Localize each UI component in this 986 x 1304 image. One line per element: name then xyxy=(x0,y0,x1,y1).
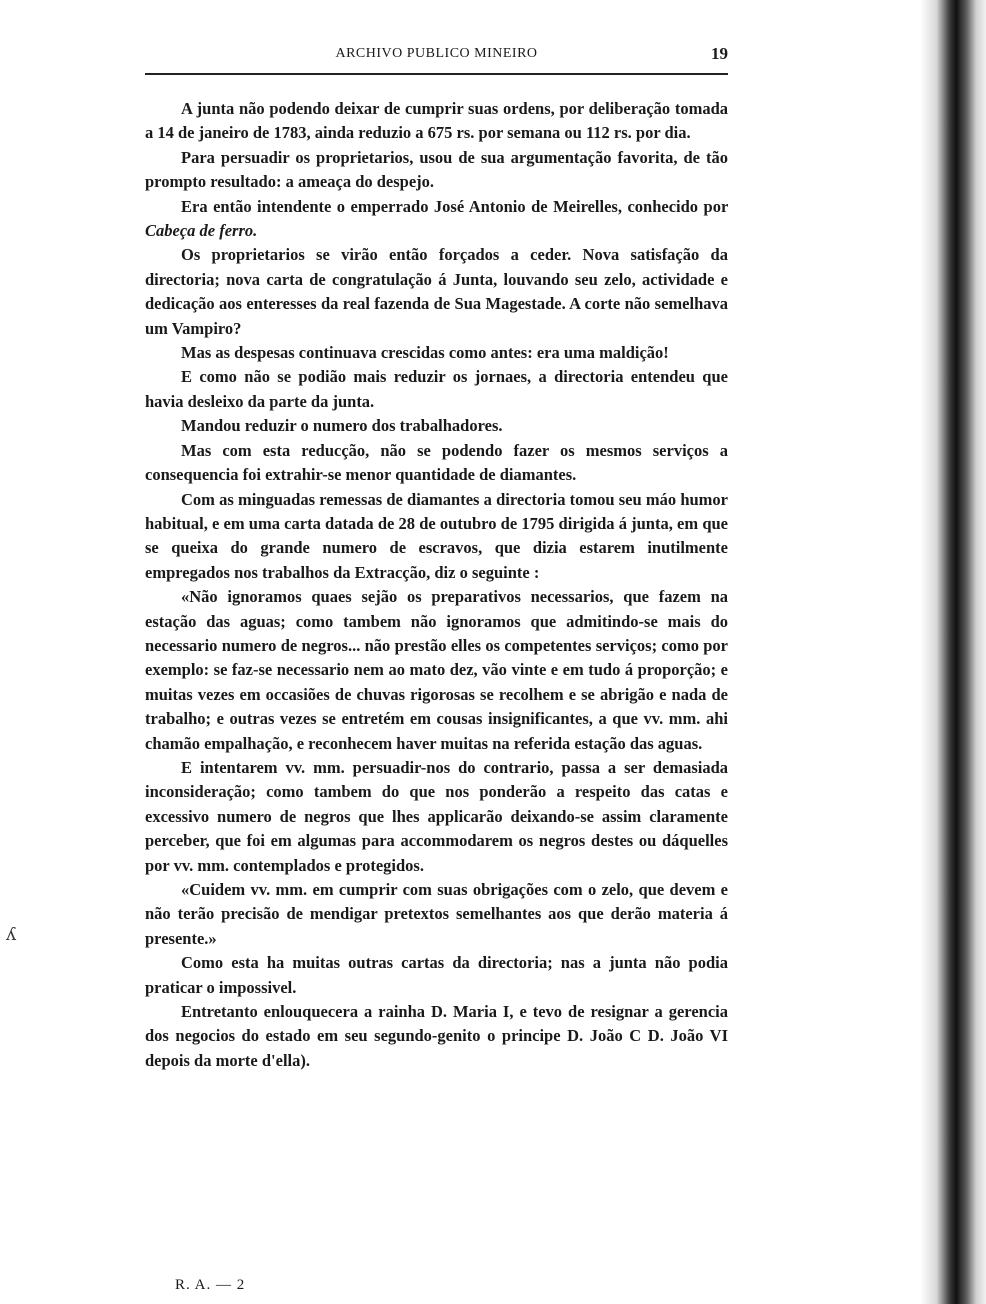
paragraph-8: Mas com esta reducção, não se podendo fazer os mesmos serviços a consequencia foi extrahir-se menor quantidade de diamantes. xyxy=(145,440,728,485)
page-number: 19 xyxy=(711,44,728,63)
paragraph-14: Entretanto enlouquecera a rainha D. Maria I, e tevo de resignar a gerencia dos negocios do estado em seu segundo-genito o principe D. João C D. João VI depois da morte d'ella). xyxy=(145,1002,728,1070)
paragraph-5: Mas as despesas continuava crescidas como antes: era uma maldição! xyxy=(181,343,669,363)
quote-paragraph-1: «Não ignoramos quaes sejão os preparativos necessarios, que fazem na estação das aguas; como tambem não ignoramos que admitindo-se mais do necessario numero de negros... não prestão elles os competentes serviços; como por exemplo: se faz-se necessario nem ao mato dez, vão vinte e em tudo á proporção; e muitas vezes em occasiões de chuvas rigorosas se recolhem e se abrigão e nada de trabalho; e outras vezes se entretém em cousas insignificantes, a que vv. mm. ahi chamão empalhação, e reconhecem haver muitas na referida estação das aguas. xyxy=(145,587,728,753)
text-body xyxy=(145,97,728,1073)
signature-mark: R. A. — 2 xyxy=(175,1277,246,1293)
header-title: ARCHIVO PUBLICO MINEIRO xyxy=(335,46,538,61)
quote-paragraph-3: «Cuidem vv. mm. em cumprir com suas obrigações com o zelo, que devem e não terão precisão de mendigar pretextos semelhantes aos que derão materia á presente.» xyxy=(145,880,728,948)
margin-mark-icon: ʎ xyxy=(6,924,17,945)
paragraph-3 xyxy=(145,195,728,244)
nickname: Cabeça de ferro. xyxy=(145,221,258,241)
paragraph-2: Para persuadir os proprietarios, usou de sua argumentação favorita, de tão prompto resultado: a ameaça do despejo. xyxy=(145,147,728,192)
paragraph-9: Com as minguadas remessas de diamantes a directoria tomou seu máo humor habitual, e em uma carta datada de 28 de outubro de 1795 dirigida á junta, em que se queixa do grande numero de escravos, que dizia estarem inutilmente empregados nos trabalhos da Extracção, diz o seguinte : xyxy=(145,489,728,582)
paragraph-6: E como não se podião mais reduzir os jornaes, a directoria entendeu que havia desleixo da parte da junta. xyxy=(145,367,728,411)
paragraph-7: Mandou reduzir o numero dos trabalhadores. xyxy=(181,416,503,436)
paragraph-13: Como esta ha muitas outras cartas da directoria; nas a junta não podia praticar o impossivel. xyxy=(145,953,728,997)
paragraph-4: Os proprietarios se virão então forçados a ceder. Nova satisfação da directoria; nova carta de congratulação á Junta, louvando seu zelo, actividade e dedicação aos enteresses da real fazenda de Sua Magestade. A corte não semelhava um Vampiro? xyxy=(145,245,728,338)
paragraph-1: A junta não podendo deixar de cumprir suas ordens, por deliberação tomada a 14 de janeiro de 1783, ainda reduzio a 675 rs. por semana ou 112 rs. por dia. xyxy=(145,99,728,143)
header-rule xyxy=(145,73,728,75)
running-header xyxy=(145,44,728,70)
paragraph-3-text: Era então intendente o emperrado José Antonio de Meirelles, conhecido por xyxy=(181,196,728,216)
book-binding-shadow xyxy=(920,0,986,1304)
quote-paragraph-2: E intentarem vv. mm. persuadir-nos do contrario, passa a ser demasiada inconsideração; como tambem do que nos ponderão a respeito das catas e excessivo numero de negros que lhes applicarão deixando-se assim claramente perceber, que foi em algumas para accommodarem os negros destes ou dáquelles por vv. mm. contemplados e protegidos. xyxy=(145,757,728,875)
